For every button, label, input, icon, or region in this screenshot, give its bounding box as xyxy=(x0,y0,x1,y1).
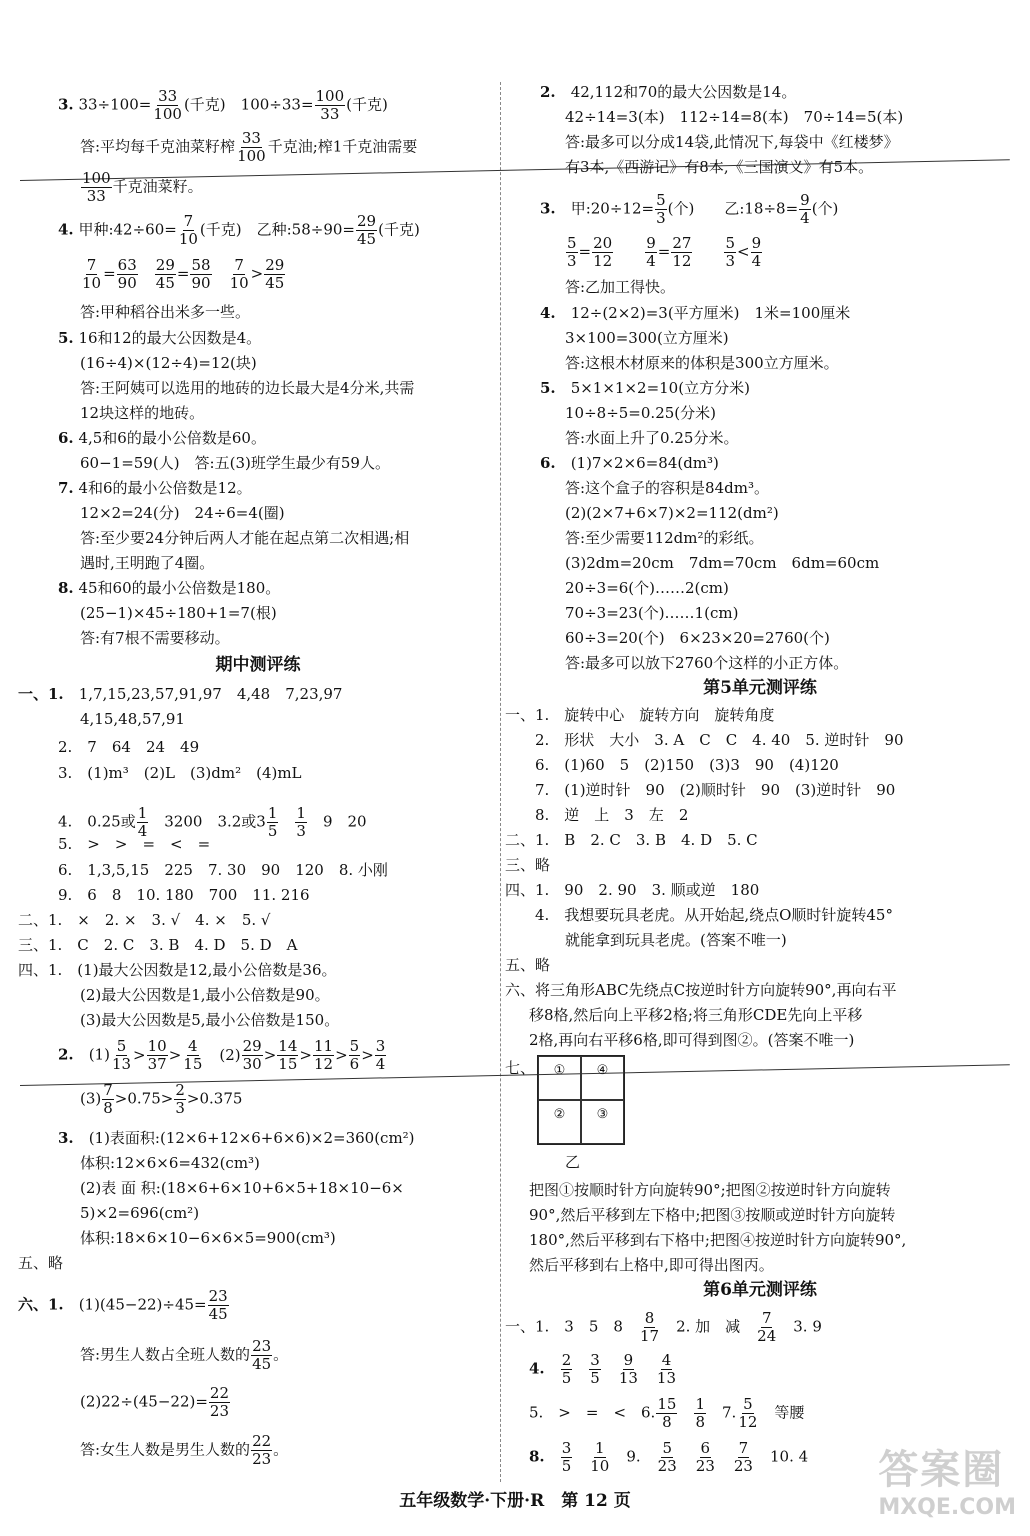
q7-line3: 答:至少要24分钟后两人才能在起点第二次相遇;相 xyxy=(80,529,410,547)
fraction: $\frac{100}{33}$ xyxy=(82,169,111,205)
u6-q4: 4. $\frac{2}{5}$ $\frac{3}{5}$ $\frac{9}{13}$ $\frac{4}{13}$ xyxy=(529,1351,677,1387)
u5-part6-1: 六、将三角形ABC先绕点C按逆时针方向旋转90°,再向右平 xyxy=(505,981,897,999)
u5-part4: 四、1. 90 2. 90 3. 顺或逆 180 xyxy=(505,881,760,899)
unit6-title: 第6单元测评练 xyxy=(703,1280,817,1300)
fraction: $\frac{8}{17}$ xyxy=(639,1309,660,1345)
u5-q7: 7. (1)逆时针 90 (2)顺时针 90 (3)逆时针 90 xyxy=(535,781,896,799)
mid-part6-ans1: 答:男生人数占全班人数的 $\frac{23}{45}$ 。 xyxy=(80,1337,289,1373)
fraction: $\frac{7}{10}$ xyxy=(178,212,198,248)
fraction: $\frac{1}{5}$ xyxy=(267,804,278,840)
r6-line2: 答:这个盒子的容积是84dm³。 xyxy=(565,479,769,497)
mid-q3: 3. (1)m³ (2)L (3)dm² (4)mL xyxy=(58,764,302,782)
fraction: $\frac{2}{3}$ xyxy=(175,1081,185,1117)
u5-part6-3: 2格,再向右平移6格,即可得到图②。(答案不唯一) xyxy=(529,1031,855,1049)
r6-line6: 20÷3=6(个)……2(cm) xyxy=(565,579,729,597)
mid-q9: 9. 6 8 10. 180 700 11. 216 xyxy=(58,886,310,904)
u5-q8: 8. 逆 上 3 左 2 xyxy=(535,806,689,824)
u5-q1: 一、1. 旋转中心 旋转方向 旋转角度 xyxy=(505,706,775,724)
fraction: $\frac{5}{23}$ xyxy=(657,1439,677,1475)
u5-part5: 五、略 xyxy=(505,956,551,974)
mid-part5: 五、略 xyxy=(18,1254,64,1272)
unit5-title: 第5单元测评练 xyxy=(703,678,817,698)
fraction: $\frac{23}{45}$ xyxy=(252,1337,272,1373)
u5-part6-2: 移8格,然后向上平移2格;将三角形CDE先向上平移 xyxy=(529,1006,863,1024)
fraction: $\frac{9}{13}$ xyxy=(618,1351,638,1387)
fraction: $\frac{6}{23}$ xyxy=(695,1439,715,1475)
fraction: $\frac{11}{12}$ xyxy=(313,1037,334,1073)
fraction: $\frac{22}{23}$ xyxy=(209,1384,230,1420)
r6-line1: 6. (1)7×2×6=84(dm³) xyxy=(540,454,719,472)
midterm-title: 期中测评练 xyxy=(215,655,301,675)
fraction: $\frac{7}{10}$ xyxy=(82,256,102,292)
r6-line4: 答:至少需要112dm²的彩纸。 xyxy=(565,529,764,547)
fraction: $\frac{15}{8}$ xyxy=(657,1395,677,1431)
u5-part3: 三、略 xyxy=(505,856,551,874)
q3-answer-2: $\frac{100}{33}$ 千克油菜籽。 xyxy=(82,169,203,205)
fraction: $\frac{1}{3}$ xyxy=(296,804,306,840)
fraction: $\frac{9}{4}$ xyxy=(800,191,810,227)
mid-q2: 2. 7 64 24 49 xyxy=(58,738,200,756)
q3-line1: 3. 33÷100= $\frac{33}{100}$ (千克) 100÷33= $\frac{100}{33}$ (千克) xyxy=(58,87,388,123)
fraction: $\frac{3}{4}$ xyxy=(375,1037,386,1073)
u5-part7-3: 180°,然后平移到右下格中;把图④按逆时针方向旋转90°, xyxy=(529,1231,907,1249)
q4-compare-row: $\frac{7}{10}$ = $\frac{63}{90}$ $\frac{29}{45}$ = $\frac{58}{90}$ $\frac{7}{10}$ > $\frac{29}{45}$ xyxy=(82,256,285,292)
fraction: $\frac{5}{12}$ xyxy=(738,1395,758,1431)
r5-line3: 答:水面上升了0.25分米。 xyxy=(565,429,739,447)
mid-part2: 二、1. × 2. × 3. √ 4. × 5. √ xyxy=(18,911,271,929)
q5-line1: 5. 16和12的最大公因数是4。 xyxy=(58,329,262,347)
mid-part4-3: (3)最大公因数是5,最小公倍数是150。 xyxy=(80,1011,340,1029)
fraction: $\frac{4}{15}$ xyxy=(183,1037,203,1073)
fraction: $\frac{2}{5}$ xyxy=(561,1351,572,1387)
r4-line3: 答:这根木材原来的体积是300立方厘米。 xyxy=(565,354,839,372)
r6-line8: 60÷3=20(个) 6×23×20=2760(个) xyxy=(565,629,830,647)
fraction: $\frac{1}{8}$ xyxy=(695,1395,705,1431)
r4-line2: 3×100=300(立方厘米) xyxy=(565,329,729,347)
mid-part4-2: (2)最大公因数是1,最小公倍数是90。 xyxy=(80,986,330,1004)
fraction: $\frac{5}{3}$ xyxy=(656,191,666,227)
fraction: $\frac{5}{13}$ xyxy=(111,1037,132,1073)
fraction: $\frac{29}{45}$ xyxy=(265,256,285,292)
r4-line1: 4. 12÷(2×2)=3(平方厘米) 1米=100厘米 xyxy=(540,304,851,322)
q4-answer: 答:甲种稻谷出米多一些。 xyxy=(80,303,251,321)
page-footer: 五年级数学·下册·R 第 12 页 xyxy=(399,1491,631,1511)
fraction: $\frac{20}{12}$ xyxy=(593,234,613,270)
r6-line5: (3)2dm=20cm 7dm=70cm 6dm=60cm xyxy=(565,554,880,572)
fraction: $\frac{63}{90}$ xyxy=(117,256,137,292)
mid-part6-1: 六、1. (1)(45−22)÷45= $\frac{23}{45}$ xyxy=(18,1287,228,1323)
q7-line1: 7. 4和6的最小公倍数是12。 xyxy=(58,479,252,497)
rotation-grid-figure xyxy=(537,1055,625,1145)
fraction: $\frac{5}{6}$ xyxy=(349,1037,360,1073)
fraction: $\frac{100}{33}$ xyxy=(315,87,345,123)
mid-part6-ans2: 答:女生人数是男生人数的 $\frac{22}{23}$ 。 xyxy=(80,1432,289,1468)
mid-part6-2: (2)22÷(45−22)= $\frac{22}{23}$ xyxy=(80,1384,230,1420)
fraction: $\frac{5}{3}$ xyxy=(725,234,736,270)
q8-line2: (25−1)×45÷180+1=7(根) xyxy=(80,604,277,622)
u5-q2: 2. 形状 大小 3. A C C 4. 40 5. 逆时针 90 xyxy=(535,731,904,749)
u5-part4-q4a: 4. 我想要玩具老虎。从开始起,绕点O顺时针旋转45° xyxy=(535,906,893,924)
fraction: $\frac{4}{13}$ xyxy=(656,1351,677,1387)
r6-line7: 70÷3=23(个)……1(cm) xyxy=(565,604,739,622)
fraction: $\frac{27}{12}$ xyxy=(672,234,692,270)
fraction: $\frac{29}{30}$ xyxy=(242,1037,262,1073)
u5-q6: 6. (1)60 5 (2)150 (3)3 90 (4)120 xyxy=(535,756,839,774)
u5-part7-2: 90°,然后平移到左下格中;把图③按顺或逆时针方向旋转 xyxy=(529,1206,896,1224)
mid-q3-4: 5)×2=696(cm²) xyxy=(80,1204,200,1222)
u6-q8: 8. $\frac{3}{5}$ $\frac{1}{10}$ 9. $\frac{5}{23}$ $\frac{6}{23}$ $\frac{7}{23}$ 10. 4 xyxy=(529,1439,809,1475)
grid-cell: ④ xyxy=(581,1056,624,1100)
watermark-logo: 答案圈 MXQE.COM xyxy=(878,1447,1016,1520)
r5-line1: 5. 5×1×1×2=10(立方分米) xyxy=(540,379,750,397)
r3-line1: 3. 甲:20÷12= $\frac{5}{3}$ (个) 乙:18÷8= $\frac{9}{4}$ (个) xyxy=(540,191,839,227)
q4-line1: 4. 甲种:42÷60= $\frac{7}{10}$ (千克) 乙种:58÷90= $\frac{29}{45}$ (千克) xyxy=(58,212,420,248)
column-divider xyxy=(500,82,502,1482)
mid-part4-q2c: (3) $\frac{7}{8}$ >0.75> $\frac{2}{3}$ >0.375 xyxy=(80,1081,243,1117)
fraction: $\frac{14}{15}$ xyxy=(278,1037,298,1073)
mid-part4-1: 四、1. (1)最大公因数是12,最小公倍数是36。 xyxy=(18,961,337,979)
fraction: $\frac{33}{100}$ xyxy=(153,87,182,123)
r2-line1: 2. 42,112和70的最大公因数是14。 xyxy=(540,83,797,101)
fraction: $\frac{58}{90}$ xyxy=(191,256,211,292)
fraction: $\frac{7}{10}$ xyxy=(229,256,249,292)
fraction: $\frac{22}{23}$ xyxy=(252,1432,272,1468)
r6-line9: 答:最多可以放下2760个这样的小正方体。 xyxy=(565,654,849,672)
mid-part3: 三、1. C 2. C 3. B 4. D 5. D A xyxy=(18,936,298,954)
q5-line3: 答:王阿姨可以选用的地砖的边长最大是4分米,共需 xyxy=(80,379,415,397)
u5-part4-q4b: 就能拿到玩具老虎。(答案不唯一) xyxy=(565,931,787,949)
u6-q1: 一、1. 3 5 8 $\frac{8}{17}$ 2. 加 减 $\frac{7}{24}$ 3. 9 xyxy=(505,1309,822,1345)
mid-q4: 4. 0.25或 $\frac{1}{4}$ 3200 3.2或3 $\frac{1}{5}$ $\frac{1}{3}$ 9 20 xyxy=(58,804,367,840)
fraction: $\frac{33}{100}$ xyxy=(237,129,266,165)
q8-line1: 8. 45和60的最小公倍数是180。 xyxy=(58,579,281,597)
fraction: $\frac{5}{3}$ xyxy=(567,234,577,270)
fraction: $\frac{7}{23}$ xyxy=(733,1439,753,1475)
u5-part2: 二、1. B 2. C 3. B 4. D 5. C xyxy=(505,831,758,849)
mid-q3-1: 3. (1)表面积:(12×6+12×6+6×6)×2=360(cm²) xyxy=(58,1129,415,1147)
r2-line3: 答:最多可以分成14袋,此情况下,每袋中《红楼梦》 xyxy=(565,133,899,151)
mid-q6: 6. 1,3,5,15 225 7. 30 90 120 8. 小刚 xyxy=(58,861,388,879)
u5-part7-1: 把图①按顺时针方向旋转90°;把图②按逆时针方向旋转 xyxy=(529,1181,891,1199)
mid-q1-line1: 一、1. 1,7,15,23,57,91,97 4,48 7,23,97 xyxy=(18,685,343,703)
r2-line4: 有3本,《西游记》有8本,《三国演义》有5本。 xyxy=(565,158,874,176)
r3-answer: 答:乙加工得快。 xyxy=(565,278,676,296)
fraction: $\frac{29}{45}$ xyxy=(357,212,377,248)
fraction: $\frac{10}{37}$ xyxy=(147,1037,167,1073)
r2-line2: 42÷14=3(本) 112÷14=8(本) 70÷14=5(本) xyxy=(565,108,904,126)
mid-q3-5: 体积:18×6×10−6×6×5=900(cm³) xyxy=(80,1229,336,1247)
grid-cell: ③ xyxy=(581,1100,624,1144)
fraction: $\frac{1}{10}$ xyxy=(590,1439,610,1475)
fraction: $\frac{29}{45}$ xyxy=(155,256,175,292)
mid-q1-line2: 4,15,48,57,91 xyxy=(80,710,185,728)
fraction: $\frac{3}{5}$ xyxy=(590,1351,600,1387)
u5-part7-label: 七、 xyxy=(505,1059,536,1077)
q8-line3: 答:有7根不需要移动。 xyxy=(80,629,230,647)
r3-compare-row: $\frac{5}{3}$ = $\frac{20}{12}$ $\frac{9}{4}$ = $\frac{27}{12}$ $\frac{5}{3}$ < $\frac{9}{4}$ xyxy=(567,234,762,270)
q5-line4: 12块这样的地砖。 xyxy=(80,404,205,422)
mid-q5: 5. > > = < = xyxy=(58,835,211,853)
u5-part7-4: 然后平移到右上格中,即可得出图丙。 xyxy=(529,1256,774,1274)
grid-cell: ① xyxy=(538,1056,581,1100)
q3-answer: 答:平均每千克油菜籽榨 $\frac{33}{100}$ 千克油;榨1千克油需要 xyxy=(80,129,418,165)
q6-line2: 60−1=59(人) 答:五(3)班学生最少有59人。 xyxy=(80,454,390,472)
grid-caption: 乙 xyxy=(565,1153,581,1171)
mid-part4-q2: 2. (1) $\frac{5}{13}$ > $\frac{10}{37}$ > $\frac{4}{15}$ (2) $\frac{29}{30}$ > $\frac{14}{15}$ > $\frac{11}{12}$ > $\frac{5}{6}$ > $\frac{3}{4}$ xyxy=(58,1037,386,1073)
mid-q3-2: 体积:12×6×6=432(cm³) xyxy=(80,1154,260,1172)
fraction: $\frac{9}{4}$ xyxy=(751,234,762,270)
r6-line3: (2)(2×7+6×7)×2=112(dm²) xyxy=(565,504,779,522)
grid-cell: ② xyxy=(538,1100,581,1144)
fraction: $\frac{3}{5}$ xyxy=(561,1439,572,1475)
mid-q3-3: (2)表 面 积:(18×6+6×10+6×5+18×10−6× xyxy=(80,1179,404,1197)
r5-line2: 10÷8÷5=0.25(分米) xyxy=(565,404,716,422)
q6-line1: 6. 4,5和6的最小公倍数是60。 xyxy=(58,429,266,447)
u6-q5: 5. > = < 6. $\frac{15}{8}$ $\frac{1}{8}$ 7. $\frac{5}{12}$ 等腰 xyxy=(529,1395,805,1431)
q7-line2: 12×2=24(分) 24÷6=4(圈) xyxy=(80,504,285,522)
fraction: $\frac{23}{45}$ xyxy=(208,1287,228,1323)
fraction: $\frac{9}{4}$ xyxy=(646,234,656,270)
q7-line4: 遇时,王明跑了4圈。 xyxy=(80,554,215,572)
fraction: $\frac{7}{24}$ xyxy=(757,1309,777,1345)
q5-line2: (16÷4)×(12÷4)=12(块) xyxy=(80,354,257,372)
fraction: $\frac{7}{8}$ xyxy=(103,1081,113,1117)
fraction: $\frac{1}{4}$ xyxy=(137,804,148,840)
